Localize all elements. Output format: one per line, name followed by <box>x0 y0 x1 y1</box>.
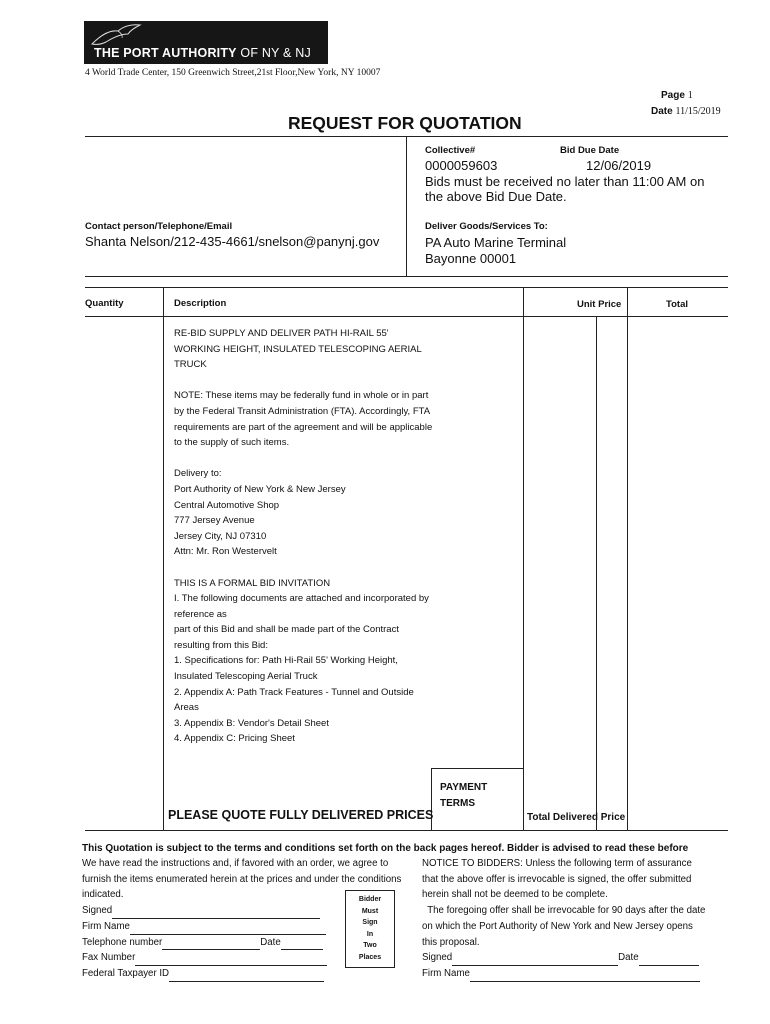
total-delivered-price-label: Total Delivered Price <box>527 812 626 823</box>
deliver-label: Deliver Goods/Services To: <box>425 221 548 232</box>
payment-terms <box>440 780 487 812</box>
taxpayer-row <box>82 966 414 982</box>
address: 4 World Trade Center, 150 Greenwich Street,21st Floor,New York, NY 10007 <box>85 68 381 78</box>
bidder-box-text: Sign <box>362 919 378 926</box>
logo-text-bold: THE PORT AUTHORITY <box>94 46 237 60</box>
right-signed-field[interactable] <box>452 955 618 966</box>
notice-text: The foregoing offer shall be irrevocable for 90 days after the date <box>422 905 706 917</box>
table-header-rule <box>85 316 728 317</box>
agreement-text: indicated. <box>82 889 124 901</box>
deadline-text: Bids must be received no later than 11:00 AM on <box>425 174 705 189</box>
page-value: 1 <box>687 90 693 101</box>
collective-number: 0000059603 <box>425 158 498 173</box>
logo-text <box>94 46 311 60</box>
firm-name-label: Firm Name <box>82 920 130 932</box>
signed-label: Signed <box>82 905 113 917</box>
column-quantity: Quantity <box>85 298 124 309</box>
terms-heading: This Quotation is subject to the terms and conditions set forth on the back pages hereof. Bidder is advised to read these before <box>82 843 689 854</box>
table-column-rule <box>627 288 628 830</box>
page-title: REQUEST FOR QUOTATION <box>288 113 522 133</box>
notice-text: herein shall not be deemed to be complete. <box>422 889 608 901</box>
bidder-box-text: In <box>366 930 374 938</box>
bidder-box-text: Bidder <box>358 896 382 903</box>
taxpayer-field[interactable] <box>169 971 324 982</box>
bidder-box-text: Places <box>358 953 382 961</box>
date-label: Date <box>260 936 281 948</box>
bidder-sign-notice <box>345 890 395 968</box>
eagle-logo-icon <box>88 22 148 48</box>
firm-name-field[interactable] <box>130 924 326 935</box>
deliver-line2: Bayonne 00001 <box>425 251 517 266</box>
signed-field[interactable] <box>112 908 320 919</box>
taxpayer-label: Federal Taxpayer ID <box>82 967 170 979</box>
logo-text-thin: OF NY & NJ <box>236 46 311 60</box>
table-column-rule <box>596 316 597 830</box>
agreement-text: We have read the instructions and, if favored with an order, we agree to <box>82 858 389 869</box>
notice-to-bidders <box>422 856 722 982</box>
notice-text: NOTICE TO BIDDERS: Unless the following term of assurance <box>422 858 692 869</box>
date-label: Date <box>651 106 673 117</box>
table-column-rule <box>163 288 164 830</box>
notice-text: that the above offer is irrevocable is signed, the offer submitted <box>422 873 692 885</box>
column-description: Description <box>174 298 227 309</box>
notice-text: this proposal. <box>422 936 480 948</box>
telephone-label: Telephone number <box>82 936 163 948</box>
issue-date <box>651 106 721 117</box>
contact-value: Shanta Nelson/212-435-4661/snelson@panynj.gov <box>85 234 380 249</box>
item-title: RE-BID SUPPLY AND DELIVER PATH HI-RAIL 55' WORKING HEIGHT, INSULATED TELESCOPING AERIAL TRUCK <box>174 328 422 371</box>
formal-bid-text: THIS IS A FORMAL BID INVITATION I. The following documents are attached and incorporated by reference as part of this Bid and shall be made part of the Contract resulting from this Bid: 1. Specifications for: Path Hi-Rail 55' Working Height, Insulated Telescoping Aerial Truck 2. Appendix A: Path Track Features - Tunnel and Outside Areas 3. Appendix B: Vendor's Detail Sheet 4. Appendix C: Pricing Sheet <box>174 577 429 745</box>
page-number <box>661 90 693 101</box>
item-description <box>174 326 464 747</box>
page-label: Page <box>661 90 685 101</box>
divider <box>85 276 728 277</box>
bid-due-date: 12/06/2019 <box>586 158 652 173</box>
bid-due-label: Bid Due Date <box>560 145 620 156</box>
telephone-field[interactable] <box>162 939 260 950</box>
column-unit-price: Unit Price <box>577 299 622 310</box>
date-value: 11/15/2019 <box>675 106 721 117</box>
right-date-label: Date <box>618 952 639 964</box>
table-bottom-rule <box>85 830 728 831</box>
bidder-box-text: Must <box>361 907 379 915</box>
right-signed-row <box>422 950 722 966</box>
notice-text: on which the Port Authority of New York and New Jersey opens <box>422 920 693 932</box>
delivery-address: Delivery to: Port Authority of New York & New Jersey Central Automotive Shop 777 Jersey Avenue Jersey City, NJ 07310 Attn: Mr. Ron Westervelt <box>174 468 346 558</box>
payment-terms-line1: PAYMENT <box>440 782 488 793</box>
deliver-line1: PA Auto Marine Terminal <box>425 235 567 250</box>
right-firm-field[interactable] <box>470 971 700 982</box>
contact-label: Contact person/Telephone/Email <box>85 221 233 232</box>
fax-label: Fax Number <box>82 952 136 964</box>
bidder-box-text: Two <box>363 942 377 949</box>
table-column-rule <box>523 288 524 830</box>
divider <box>406 137 407 276</box>
right-firm-row <box>422 966 722 982</box>
collective-label: Collective# <box>425 145 476 156</box>
date-field[interactable] <box>281 939 323 950</box>
right-date-field[interactable] <box>639 955 699 966</box>
divider <box>431 768 523 769</box>
agreement-text: furnish the items enumerated herein at the prices and under the conditions <box>82 873 402 885</box>
divider <box>85 287 728 288</box>
payment-terms-line2: TERMS <box>440 798 475 809</box>
deadline-text: the above Bid Due Date. <box>425 189 567 204</box>
fta-note: NOTE: These items may be federally fund in whole or in part by the Federal Transit Administration (FTA). Accordingly, FTA requirements are part of the agreement and will be applicable to the supply of such items. <box>174 390 433 449</box>
please-quote-text: PLEASE QUOTE FULLY DELIVERED PRICES <box>168 808 434 822</box>
right-firm-label: Firm Name <box>422 967 470 979</box>
column-total: Total <box>666 299 688 310</box>
right-signed-label: Signed <box>422 952 453 964</box>
fax-field[interactable] <box>135 955 327 966</box>
